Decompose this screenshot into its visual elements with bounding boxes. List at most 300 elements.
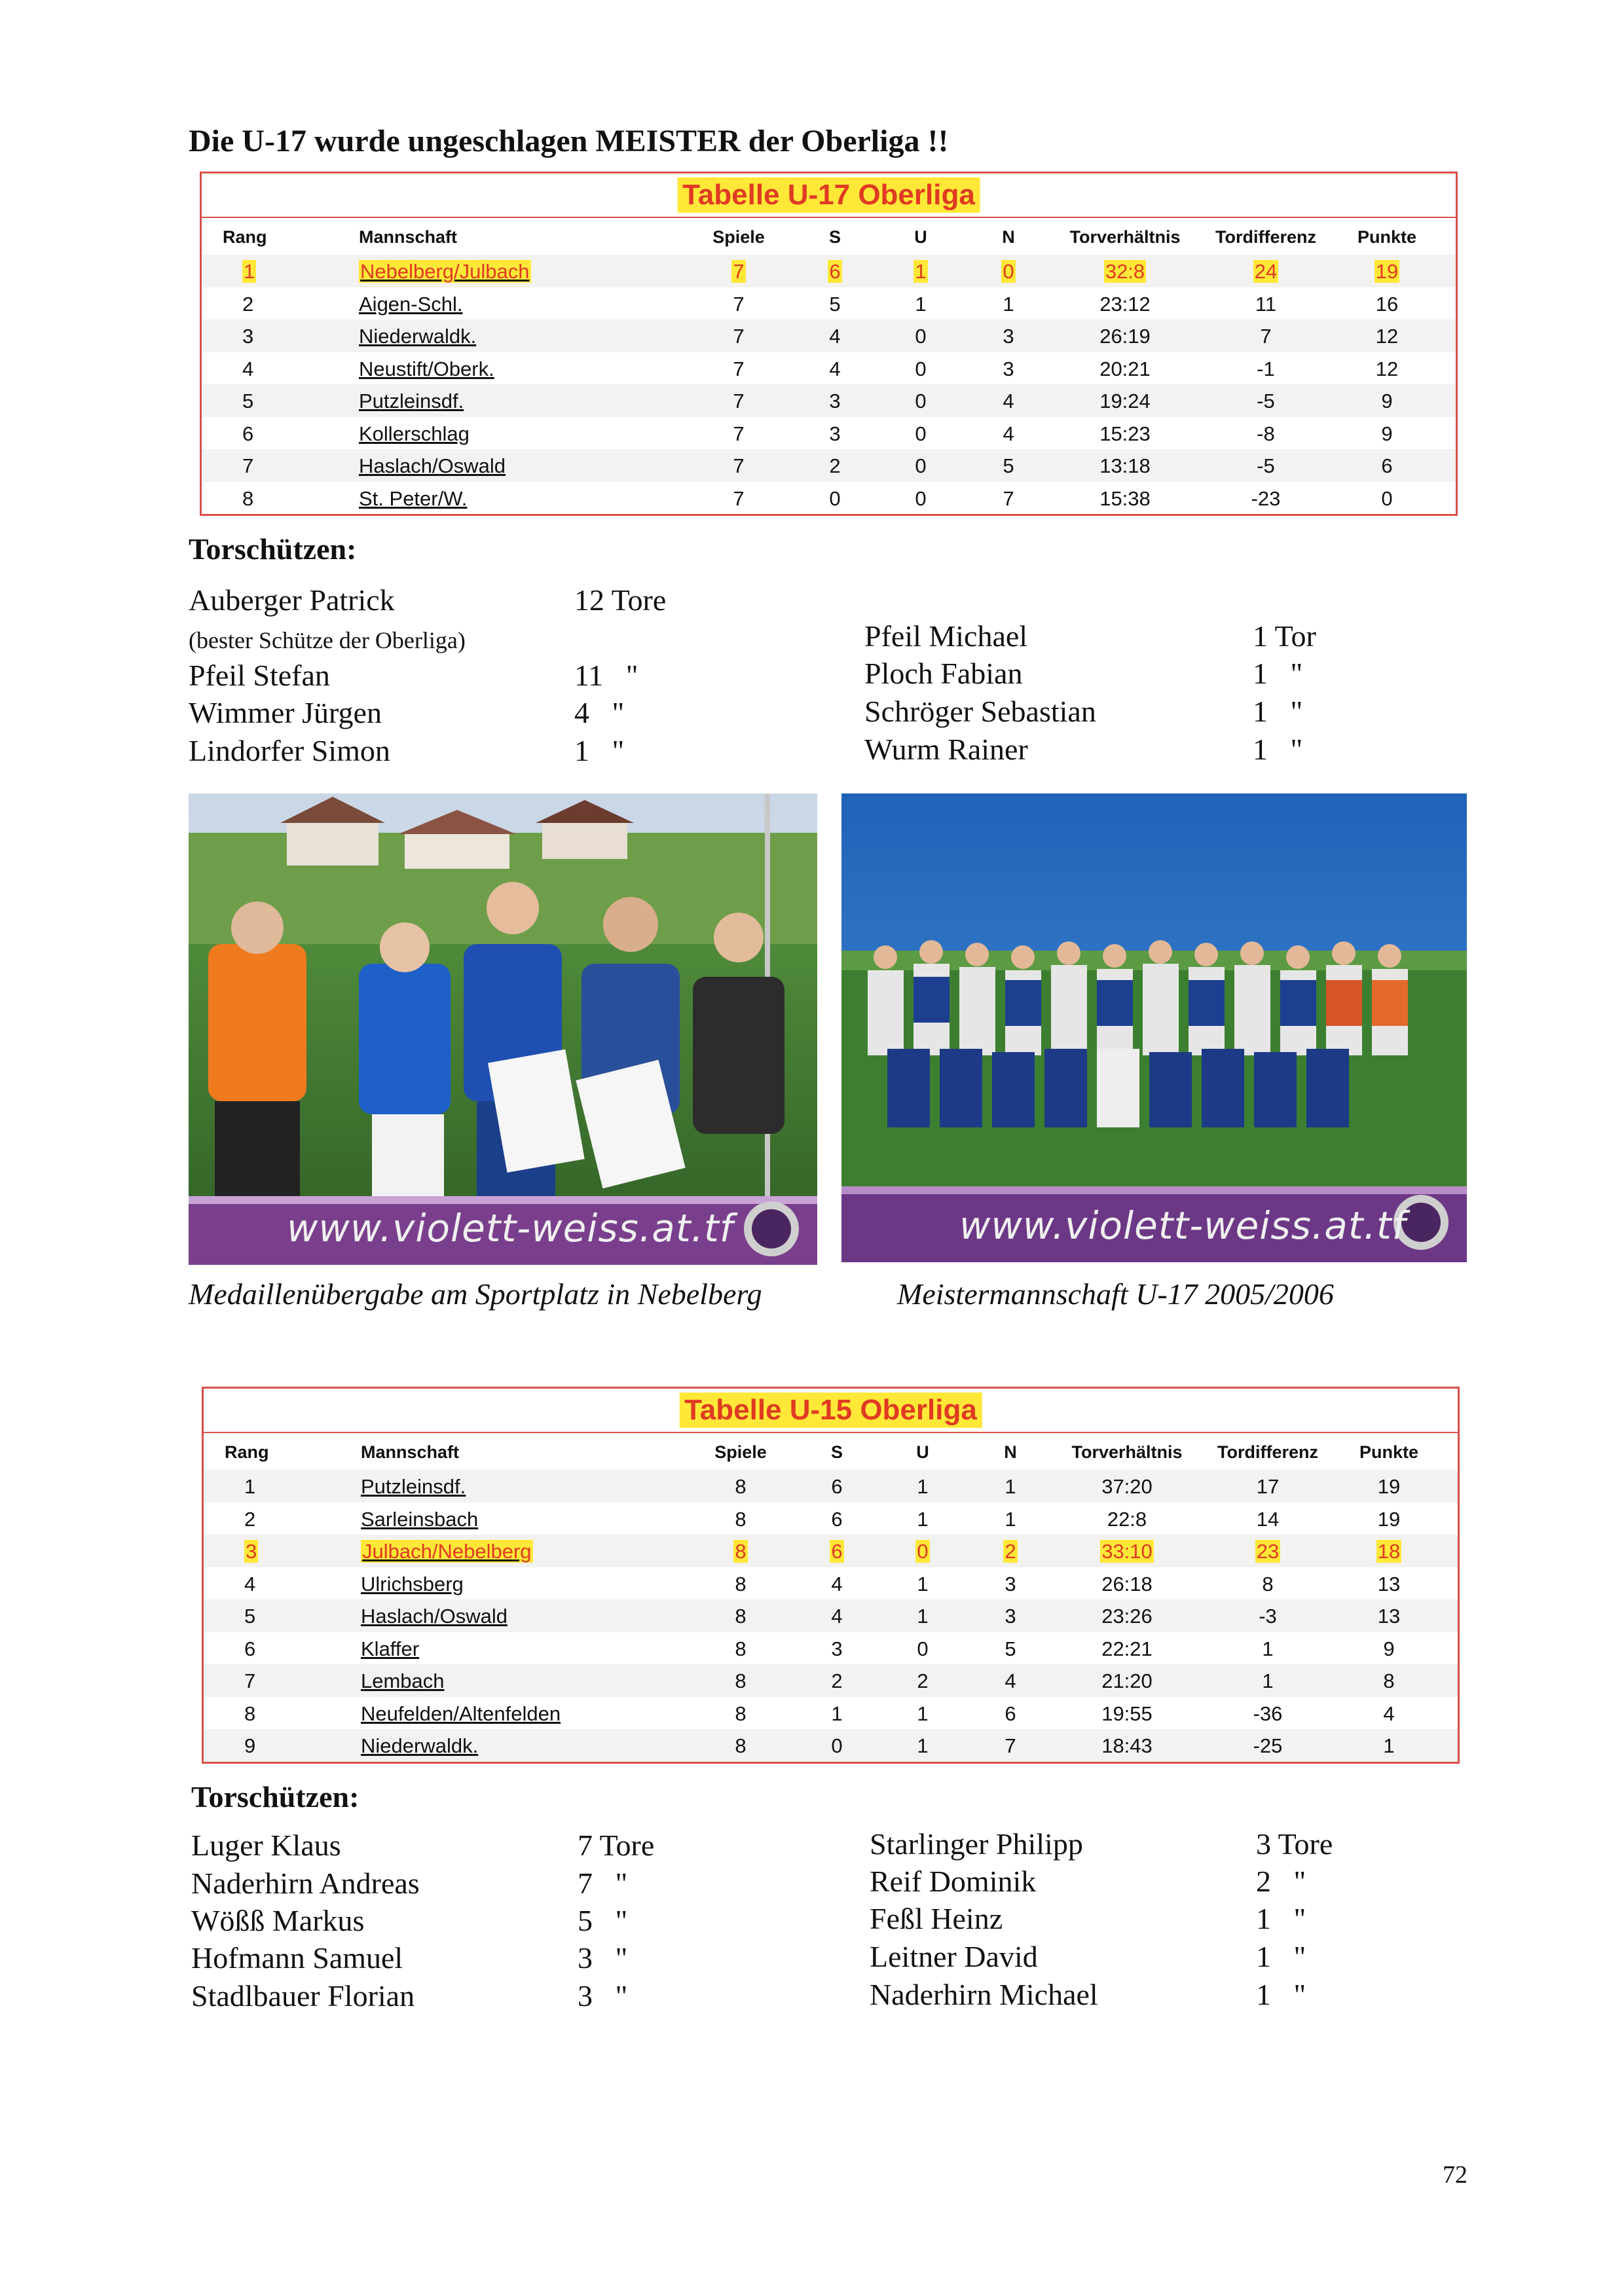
cell-spiele-wrap	[714, 1702, 767, 1726]
table-header-row	[204, 1433, 1458, 1470]
cell-spiele-wrap	[714, 1669, 767, 1693]
cell-spiele: 7	[733, 357, 745, 380]
cell-tordifferenz: 8	[1262, 1572, 1274, 1595]
cell-n: 5	[1005, 1637, 1016, 1660]
cell-tordifferenz: 14	[1256, 1507, 1280, 1531]
header-spiele: Spiele	[712, 227, 765, 247]
header-tordifferenz: Tordifferenz	[1217, 1442, 1318, 1462]
scorer-name: Pfeil Stefan	[189, 659, 330, 692]
cell-spiele: 7	[733, 454, 745, 477]
cell-s: 6	[831, 1540, 843, 1563]
cell-n-wrap	[991, 1475, 1030, 1499]
cell-n-wrap	[991, 1605, 1030, 1628]
cell-team-wrap	[361, 1669, 445, 1693]
cell-tordifferenz-wrap	[1197, 454, 1335, 478]
cell-u-wrap	[901, 357, 940, 381]
cell-s: 2	[831, 1669, 843, 1692]
cell-u-wrap	[901, 454, 940, 478]
cell-spiele-wrap	[714, 1508, 767, 1531]
cell-punkte-wrap	[1338, 357, 1436, 381]
cell-spiele-wrap	[712, 293, 765, 316]
cell-tordifferenz-wrap	[1199, 1702, 1337, 1726]
cell-team-wrap	[359, 357, 494, 381]
cell-torverhaeltnis: 19:24	[1099, 390, 1151, 412]
cell-team: Ulrichsberg	[361, 1572, 464, 1595]
cell-tordifferenz: 24	[1254, 260, 1278, 283]
header-n: N	[1002, 227, 1015, 247]
cell-u: 1	[917, 1734, 929, 1757]
cell-torverhaeltnis: 22:21	[1101, 1637, 1153, 1660]
cell-team: Neustift/Oberk.	[359, 357, 494, 380]
table-row	[202, 352, 1456, 385]
table-row	[202, 449, 1456, 482]
cell-punkte-wrap	[1340, 1540, 1438, 1563]
cell-spiele-wrap	[714, 1475, 767, 1499]
cell-u-wrap	[903, 1475, 942, 1499]
cell-spiele: 8	[735, 1669, 747, 1692]
cell-tordifferenz: 7	[1260, 325, 1272, 348]
cell-torverhaeltnis-wrap	[1043, 422, 1207, 446]
cell-torverhaeltnis: 22:8	[1107, 1507, 1147, 1531]
cell-torverhaeltnis-wrap	[1045, 1540, 1209, 1563]
cell-u-wrap	[903, 1540, 942, 1563]
header-team: Mannschaft	[359, 227, 458, 247]
cell-spiele-wrap	[712, 454, 765, 478]
scorer-goals: 1 Tor	[1253, 619, 1316, 653]
cell-spiele-wrap	[714, 1637, 767, 1661]
cell-team: Haslach/Oswald	[361, 1605, 507, 1628]
cell-s-wrap	[817, 1734, 857, 1758]
scorer-name: (bester Schütze der Oberliga)	[189, 627, 466, 653]
cell-s-wrap	[817, 1573, 857, 1596]
cell-punkte: 18	[1377, 1540, 1401, 1563]
cell-spiele: 7	[733, 292, 745, 316]
cell-torverhaeltnis: 20:21	[1099, 357, 1151, 380]
cell-s: 3	[829, 422, 841, 445]
cell-rang-wrap	[242, 454, 253, 478]
cell-u-wrap	[903, 1637, 942, 1661]
header-torverhaeltnis: Torverhältnis	[1069, 227, 1181, 247]
scorer-goals: 1 "	[1256, 1940, 1306, 1973]
cell-n: 3	[1005, 1572, 1016, 1595]
cell-tordifferenz: -3	[1259, 1605, 1277, 1628]
cell-punkte: 13	[1377, 1572, 1401, 1595]
u17-league-table	[200, 172, 1458, 516]
cell-u-wrap	[901, 390, 940, 413]
cell-n-wrap	[989, 390, 1028, 413]
scorer-name: Feßl Heinz	[870, 1902, 1003, 1935]
cell-u-wrap	[903, 1669, 942, 1693]
cell-torverhaeltnis: 26:18	[1101, 1572, 1153, 1595]
header-rang: Rang	[223, 227, 267, 247]
header-tordifferenz: Tordifferenz	[1215, 227, 1316, 247]
medal-ceremony-image	[189, 793, 817, 1265]
header-n: N	[1004, 1442, 1017, 1462]
cell-punkte-wrap	[1338, 260, 1436, 283]
cell-s-wrap	[817, 1475, 857, 1499]
scorer-name: Hofmann Samuel	[191, 1941, 403, 1975]
cell-n-wrap	[991, 1508, 1030, 1531]
cell-spiele: 7	[733, 325, 745, 348]
cell-team: Haslach/Oswald	[359, 454, 506, 477]
cell-punkte: 19	[1375, 260, 1399, 283]
cell-rang-wrap	[242, 487, 253, 511]
cell-rang: 3	[242, 325, 254, 348]
cell-punkte: 1	[1383, 1734, 1395, 1757]
scorer-goals: 3 "	[578, 1941, 628, 1975]
scorer-name: Pfeil Michael	[864, 619, 1028, 653]
cell-tordifferenz: -36	[1253, 1702, 1283, 1725]
cell-u: 1	[917, 1605, 929, 1628]
cell-s-wrap	[817, 1508, 857, 1531]
cell-tordifferenz-wrap	[1199, 1508, 1337, 1531]
cell-n: 4	[1003, 422, 1014, 445]
cell-team: Niederwaldk.	[361, 1734, 479, 1757]
cell-spiele-wrap	[712, 487, 765, 511]
cell-u-wrap	[901, 325, 940, 348]
right-photo-caption: Meistermannschaft U-17 2005/2006	[897, 1277, 1334, 1311]
scorer-goals: 12 Tore	[574, 583, 667, 617]
cell-team-wrap	[359, 260, 531, 283]
cell-rang-wrap	[244, 1702, 255, 1726]
cell-spiele-wrap	[714, 1573, 767, 1596]
cell-punkte-wrap	[1340, 1702, 1438, 1726]
scorer-name: Stadlbauer Florian	[191, 1979, 415, 2013]
cell-punkte-wrap	[1338, 390, 1436, 413]
scorer-goals: 11 "	[574, 659, 638, 692]
scorer-name: Lindorfer Simon	[189, 734, 390, 767]
cell-n-wrap	[989, 357, 1028, 381]
cell-torverhaeltnis-wrap	[1045, 1637, 1209, 1661]
cell-punkte: 19	[1377, 1475, 1401, 1498]
cell-team-wrap	[361, 1637, 419, 1661]
cell-u: 0	[917, 1637, 929, 1660]
cell-torverhaeltnis-wrap	[1043, 487, 1207, 511]
cell-tordifferenz-wrap	[1199, 1669, 1337, 1693]
cell-rang-wrap	[244, 1637, 255, 1661]
cell-punkte: 4	[1383, 1702, 1395, 1725]
cell-tordifferenz: 1	[1262, 1669, 1274, 1692]
cell-u: 1	[915, 292, 927, 316]
cell-punkte: 8	[1383, 1669, 1395, 1692]
cell-tordifferenz-wrap	[1197, 422, 1335, 446]
cell-tordifferenz: -23	[1251, 486, 1281, 510]
table-title: Tabelle U-15 Oberliga	[679, 1393, 982, 1428]
cell-rang: 2	[244, 1507, 256, 1531]
cell-spiele: 8	[735, 1572, 747, 1595]
cell-tordifferenz: -1	[1257, 357, 1275, 380]
cell-torverhaeltnis: 23:12	[1099, 292, 1151, 316]
cell-n: 0	[1003, 260, 1014, 283]
cell-spiele-wrap	[714, 1734, 767, 1758]
cell-s: 3	[829, 390, 841, 412]
cell-s: 3	[831, 1637, 843, 1660]
scorer-goals: 1 "	[1256, 1978, 1306, 2011]
cell-torverhaeltnis-wrap	[1045, 1734, 1209, 1758]
cell-rang: 4	[242, 357, 254, 380]
table-row	[204, 1697, 1458, 1730]
cell-punkte: 9	[1381, 390, 1393, 412]
cell-n: 7	[1003, 486, 1014, 510]
scorer-name: Wimmer Jürgen	[189, 696, 382, 729]
cell-spiele: 8	[735, 1540, 747, 1563]
table-row	[202, 287, 1456, 320]
cell-u: 0	[915, 486, 927, 510]
cell-tordifferenz-wrap	[1199, 1637, 1337, 1661]
cell-team: St. Peter/W.	[359, 486, 468, 510]
scorer-name: Ploch Fabian	[864, 657, 1023, 690]
table-row	[204, 1470, 1458, 1503]
cell-team-wrap	[361, 1508, 478, 1531]
cell-n: 3	[1003, 325, 1014, 348]
cell-team: Nebelberg/Julbach	[360, 260, 530, 283]
cell-punkte-wrap	[1340, 1669, 1438, 1693]
cell-n: 3	[1003, 357, 1014, 380]
cell-punkte: 12	[1375, 325, 1399, 348]
scorer-goals: 1 "	[574, 734, 625, 767]
cell-torverhaeltnis-wrap	[1043, 293, 1207, 316]
cell-n-wrap	[989, 293, 1028, 316]
cell-rang-wrap	[244, 1508, 255, 1531]
scorer-goals: 5 "	[578, 1904, 628, 1937]
cell-torverhaeltnis: 13:18	[1099, 454, 1151, 477]
cell-u-wrap	[903, 1702, 942, 1726]
scorer-name: Naderhirn Andreas	[191, 1867, 420, 1900]
cell-s-wrap	[815, 325, 855, 348]
cell-rang: 1	[244, 1475, 256, 1498]
u15-scorers-label: Torschützen:	[191, 1780, 360, 1813]
table-row	[204, 1632, 1458, 1665]
cell-u: 1	[917, 1572, 929, 1595]
table-row	[204, 1664, 1458, 1697]
cell-n: 3	[1005, 1605, 1016, 1628]
scorer-goals: 3 "	[578, 1979, 628, 2013]
header-spiele: Spiele	[714, 1442, 767, 1462]
cell-team: Julbach/Nebelberg	[362, 1540, 532, 1563]
cell-team-wrap	[361, 1702, 561, 1726]
cell-s-wrap	[815, 390, 855, 413]
cell-punkte-wrap	[1340, 1637, 1438, 1661]
cell-s-wrap	[815, 422, 855, 446]
cell-u-wrap	[901, 260, 940, 283]
scorer-name: Reif Dominik	[870, 1865, 1037, 1898]
cell-punkte-wrap	[1338, 293, 1436, 316]
scorer-name: Leitner David	[870, 1940, 1038, 1973]
cell-rang-wrap	[244, 1669, 255, 1693]
cell-tordifferenz-wrap	[1199, 1475, 1337, 1499]
cell-u-wrap	[903, 1734, 942, 1758]
cell-u-wrap	[901, 422, 940, 446]
scorer-goals: 3 Tore	[1256, 1827, 1333, 1861]
cell-tordifferenz: -5	[1257, 454, 1275, 477]
cell-punkte-wrap	[1338, 487, 1436, 511]
cell-rang: 9	[244, 1734, 256, 1757]
u17-scorers-label: Torschützen:	[189, 532, 357, 566]
cell-n: 4	[1003, 390, 1014, 412]
cell-n: 2	[1005, 1540, 1016, 1563]
cell-u: 1	[917, 1475, 929, 1498]
cell-team: Sarleinsbach	[361, 1507, 479, 1531]
cell-torverhaeltnis: 18:43	[1101, 1734, 1153, 1757]
cell-tordifferenz-wrap	[1199, 1734, 1337, 1758]
cell-s-wrap	[817, 1605, 857, 1628]
cell-tordifferenz-wrap	[1197, 260, 1335, 283]
cell-rang-wrap	[244, 1573, 255, 1596]
table-header-row	[202, 218, 1456, 255]
cell-spiele: 7	[733, 422, 745, 445]
cell-s: 4	[829, 325, 841, 348]
cell-punkte: 9	[1381, 422, 1393, 445]
cell-torverhaeltnis: 33:10	[1101, 1540, 1153, 1563]
cell-rang: 7	[244, 1669, 256, 1692]
cell-team: Lembach	[361, 1669, 445, 1692]
cell-torverhaeltnis: 15:38	[1099, 486, 1151, 510]
cell-team-wrap	[361, 1734, 478, 1758]
cell-spiele: 8	[735, 1605, 747, 1628]
u15-league-table	[202, 1387, 1460, 1764]
cell-u-wrap	[903, 1508, 942, 1531]
cell-team: Aigen-Schl.	[359, 292, 463, 316]
cell-spiele-wrap	[712, 325, 765, 348]
cell-spiele-wrap	[712, 260, 765, 283]
cell-spiele-wrap	[714, 1540, 767, 1563]
cell-rang-wrap	[244, 1540, 258, 1563]
cell-s: 6	[831, 1507, 843, 1531]
cell-spiele: 8	[735, 1507, 747, 1531]
table-row	[202, 417, 1456, 450]
cell-punkte: 0	[1381, 486, 1393, 510]
cell-n-wrap	[991, 1540, 1030, 1563]
cell-n-wrap	[989, 454, 1028, 478]
cell-tordifferenz: -25	[1253, 1734, 1283, 1757]
cell-tordifferenz-wrap	[1199, 1573, 1337, 1596]
cell-s: 4	[831, 1605, 843, 1628]
cell-rang: 4	[244, 1572, 256, 1595]
cell-punkte-wrap	[1340, 1734, 1438, 1758]
cell-punkte: 12	[1375, 357, 1399, 380]
table-row	[204, 1503, 1458, 1535]
cell-rang-wrap	[242, 325, 253, 348]
cell-rang: 5	[242, 390, 254, 412]
cell-torverhaeltnis-wrap	[1043, 390, 1207, 413]
table-row	[204, 1535, 1458, 1567]
scorer-goals: 1 "	[1253, 695, 1303, 728]
scorer-goals: 4 "	[574, 696, 625, 729]
cell-n-wrap	[989, 325, 1028, 348]
cell-torverhaeltnis-wrap	[1043, 454, 1207, 478]
cell-punkte-wrap	[1338, 454, 1436, 478]
header-s: S	[828, 227, 841, 247]
cell-s-wrap	[817, 1637, 857, 1661]
cell-rang: 6	[242, 422, 254, 445]
cell-u: 0	[915, 390, 927, 412]
cell-n: 6	[1005, 1702, 1016, 1725]
header-torverhaeltnis: Torverhältnis	[1071, 1442, 1183, 1462]
scorer-name: Luger Klaus	[191, 1829, 341, 1862]
cell-tordifferenz: 17	[1256, 1475, 1280, 1498]
cell-rang-wrap	[244, 1475, 255, 1499]
table-body	[202, 255, 1456, 514]
cell-rang: 1	[244, 260, 255, 283]
cell-punkte: 19	[1377, 1507, 1401, 1531]
cell-n-wrap	[991, 1734, 1030, 1758]
cell-torverhaeltnis-wrap	[1045, 1508, 1209, 1531]
cell-s: 6	[829, 260, 841, 283]
scorer-name: Wurm Rainer	[864, 733, 1028, 766]
cell-punkte: 6	[1381, 454, 1393, 477]
cell-team-wrap	[361, 1540, 533, 1563]
right-photo-watermark: www.violett-weiss.at.tf	[959, 1203, 1407, 1248]
cell-u: 1	[917, 1507, 929, 1531]
cell-punkte-wrap	[1340, 1573, 1438, 1596]
cell-team: Neufelden/Altenfelden	[361, 1702, 561, 1725]
cell-punkte: 16	[1375, 292, 1399, 316]
cell-tordifferenz: 1	[1262, 1637, 1274, 1660]
champion-team-image	[841, 793, 1467, 1262]
cell-rang-wrap	[242, 293, 253, 316]
cell-s-wrap	[815, 357, 855, 381]
cell-u-wrap	[903, 1573, 942, 1596]
cell-rang: 7	[242, 454, 254, 477]
cell-torverhaeltnis-wrap	[1045, 1605, 1209, 1628]
cell-tordifferenz: -5	[1257, 390, 1275, 412]
header-u: U	[914, 227, 927, 247]
cell-team-wrap	[359, 325, 476, 348]
cell-n-wrap	[991, 1637, 1030, 1661]
cell-team-wrap	[361, 1573, 464, 1596]
cell-u: 2	[917, 1669, 929, 1692]
cell-spiele-wrap	[712, 422, 765, 446]
cell-tordifferenz-wrap	[1197, 487, 1335, 511]
cell-s-wrap	[815, 487, 855, 511]
cell-spiele: 8	[735, 1637, 747, 1660]
cell-tordifferenz-wrap	[1197, 357, 1335, 381]
cell-u-wrap	[901, 293, 940, 316]
scorer-goals: 1 "	[1256, 1902, 1306, 1935]
cell-spiele-wrap	[712, 357, 765, 381]
scorer-goals: 7 "	[578, 1867, 628, 1900]
cell-rang-wrap	[242, 357, 253, 381]
cell-torverhaeltnis-wrap	[1045, 1573, 1209, 1596]
cell-torverhaeltnis-wrap	[1045, 1702, 1209, 1726]
medal-ceremony-photo	[189, 793, 817, 1265]
scorer-name: Auberger Patrick	[189, 583, 395, 617]
table-row	[202, 319, 1456, 352]
cell-n-wrap	[991, 1573, 1030, 1596]
cell-s: 2	[829, 454, 841, 477]
cell-n: 5	[1003, 454, 1014, 477]
table-row	[204, 1599, 1458, 1632]
cell-torverhaeltnis: 15:23	[1099, 422, 1151, 445]
scorer-name: Naderhirn Michael	[870, 1978, 1098, 2011]
cell-punkte: 13	[1377, 1605, 1401, 1628]
cell-torverhaeltnis-wrap	[1045, 1669, 1209, 1693]
scorer-goals: 2 "	[1256, 1865, 1306, 1898]
cell-torverhaeltnis: 23:26	[1101, 1605, 1153, 1628]
cell-s-wrap	[817, 1669, 857, 1693]
cell-tordifferenz-wrap	[1197, 325, 1335, 348]
cell-u-wrap	[901, 487, 940, 511]
cell-u: 0	[915, 357, 927, 380]
cell-torverhaeltnis: 32:8	[1105, 260, 1145, 283]
cell-s: 4	[829, 357, 841, 380]
scorer-goals: 7 Tore	[578, 1829, 655, 1862]
cell-team-wrap	[359, 390, 464, 413]
scorer-goals: 1 "	[1253, 733, 1303, 766]
header-punkte: Punkte	[1357, 227, 1417, 247]
cell-u: 0	[915, 422, 927, 445]
cell-n: 1	[1005, 1507, 1016, 1531]
